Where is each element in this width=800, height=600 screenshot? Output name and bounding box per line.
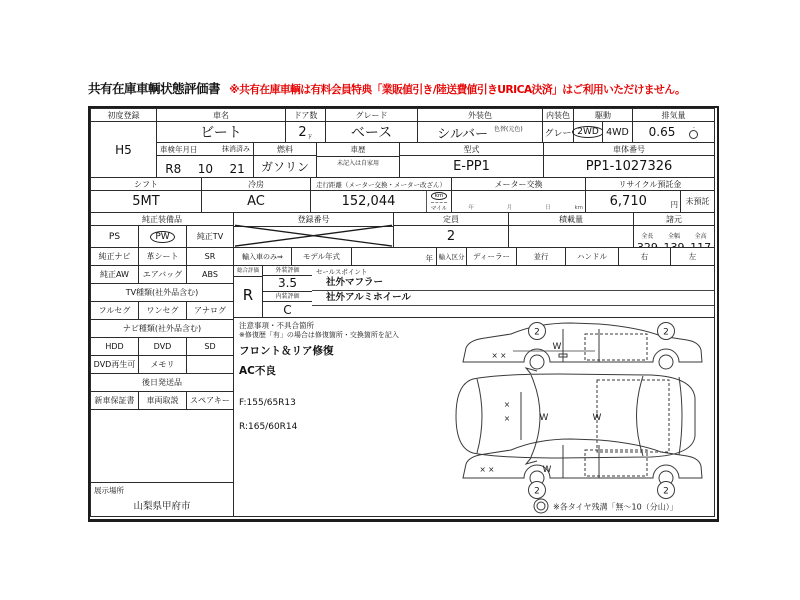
overall-eval-label: 総合評価 <box>234 266 262 277</box>
shift-label: シフト <box>90 177 202 191</box>
drive-4wd: 4WD <box>602 121 633 143</box>
exhibition-location: 山梨県甲府市 <box>133 501 191 512</box>
w-mark-side-bottom: W <box>542 465 552 475</box>
inspection-day: 21 <box>229 162 245 176</box>
doors-count: 2 <box>298 124 307 140</box>
equip-sd: SD <box>186 337 234 356</box>
equip-tv-type-header: TV種類(社外品含む) <box>90 283 234 302</box>
equip-hdd: HDD <box>90 337 139 356</box>
sales-points-cell <box>312 265 715 318</box>
x-mark-topview-2: × <box>503 414 511 423</box>
load-value <box>508 225 634 248</box>
int-color-label: 内装色 <box>542 108 574 122</box>
mileage-unit-km: km <box>431 192 448 200</box>
import-class-label: 輸入区分 <box>436 247 467 266</box>
equip-warranty-book: 新車保証書 <box>90 391 139 410</box>
x-mark-topview-1: × <box>503 400 511 409</box>
equip-oneseg: ワンセグ <box>138 301 187 320</box>
oem-equip-label: 純正装備品 <box>90 212 234 226</box>
import-parallel: 並行 <box>516 247 566 266</box>
spec-label: 諸元 <box>633 212 715 226</box>
import-only-label: 輸入車のみ⇒ <box>233 247 292 266</box>
mileage-number: 152,044 <box>341 194 396 209</box>
mileage-unit-mile: マイル <box>431 202 447 212</box>
chassis-label: 車体番号 <box>543 142 715 156</box>
tread-badge-top-front: 2 <box>534 327 540 338</box>
fuel-value: ガソリン <box>253 155 317 178</box>
reg-no-label: 登録番号 <box>234 213 393 227</box>
equip-airbag: エアバッグ <box>138 265 187 284</box>
equip-fullseg: フルセグ <box>90 301 139 320</box>
equip-oem-aw: 純正AW <box>90 265 139 284</box>
tread-badge-bottom-front: 2 <box>534 486 540 497</box>
displacement-label: 排気量 <box>632 108 715 122</box>
inspection-label: 車検年月日 <box>160 144 198 154</box>
defect-front-rear-repair: フロント＆リア修復 <box>239 345 334 357</box>
inspection-header <box>156 142 254 156</box>
sheet-title <box>88 78 728 97</box>
drive-2wd-circled: 2WD <box>572 126 604 138</box>
ext-color-text: シルバー <box>437 126 489 142</box>
displacement-unit-circle <box>689 130 698 139</box>
equip-leather-seat: 革シート <box>138 247 187 266</box>
mileage-units <box>426 191 451 212</box>
equip-empty <box>186 355 234 374</box>
reg-no-cell <box>233 212 394 248</box>
first-reg-value: H5 <box>90 121 157 178</box>
equip-dvd-play: DVD再生可 <box>90 355 139 374</box>
doors-unit: ド <box>306 133 313 141</box>
exhibition-cell <box>90 482 234 517</box>
oem-pw <box>138 225 187 248</box>
history-label: 車歴 <box>317 143 399 157</box>
displacement-dash: - <box>692 124 695 131</box>
model-code-label: 型式 <box>399 142 544 156</box>
doors-value <box>285 121 326 143</box>
tread-badge-bottom-rear: 2 <box>663 486 669 497</box>
ext-int-eval-cell <box>262 265 313 318</box>
vehicle-form <box>88 106 719 522</box>
exhibition-label: 展示場所 <box>94 486 124 495</box>
grade-value: ベース <box>325 121 418 143</box>
exterior-eval-value: 3.5 <box>277 276 298 290</box>
history-cell <box>316 142 400 178</box>
handle-label: ハンドル <box>565 247 619 266</box>
equip-spare-key: スペアキー <box>186 391 234 410</box>
equip-analog: アナログ <box>186 301 234 320</box>
x-marks-side-bottom: × × <box>479 465 495 474</box>
equip-later-ship-header: 後日発送品 <box>90 373 234 392</box>
tire-size-rear: R:165/60R14 <box>239 422 298 432</box>
model-year-unit: 年 <box>425 254 433 263</box>
notes-area <box>233 317 715 517</box>
sales-point-1: 社外マフラー <box>312 276 714 291</box>
cooling-value: AC <box>201 190 311 213</box>
drive-label: 駆動 <box>573 108 633 122</box>
tire-size-front: F:155/65R13 <box>239 398 296 408</box>
x-marks-side-top: × × <box>491 351 507 360</box>
meter-exchange-day-unit: 日 <box>545 205 551 211</box>
car-name-value: ビート <box>156 121 286 143</box>
mileage-label: 走行距離（メーター交換・メーター改ざん） <box>310 177 452 191</box>
capacity-label: 定員 <box>393 212 509 226</box>
model-year-value <box>351 247 437 266</box>
equip-navi-type-header: ナビ種類(社外品含む) <box>90 319 234 338</box>
w-mark-topview-roof: W <box>592 413 602 423</box>
inspection-era: R8 <box>165 162 182 176</box>
meter-exchange-month-unit: 月 <box>506 205 513 211</box>
car-name-label: 車名 <box>156 108 286 122</box>
model-code-value: E-PP1 <box>399 155 544 178</box>
spec-length-label: 全長 <box>641 233 654 240</box>
cooling-label: 冷房 <box>201 177 311 191</box>
oem-pw-circled: PW <box>150 231 174 243</box>
inspection-value <box>156 155 254 178</box>
int-color-value: グレー <box>542 121 574 143</box>
handle-right: 右 <box>618 247 671 266</box>
inspection-month: 10 <box>197 162 213 176</box>
w-mark-side-top: W <box>552 342 562 352</box>
interior-eval-label: 内装評価 <box>263 291 312 302</box>
sales-point-2: 社外アルミホイール <box>312 291 714 306</box>
equip-sr: SR <box>186 247 234 266</box>
meter-exchange-year-unit: 年 <box>468 205 474 211</box>
chassis-value: PP1-1027326 <box>543 155 715 178</box>
equip-manual: 車両取説 <box>138 391 187 410</box>
sheet-title-notice: ※共有在庫車輌は有料会員特典「業販値引き/陸送費値引きURICA決済」はご利用いただけません。 <box>229 83 686 96</box>
tire-tread-legend: ※各タイヤ残溝「無～10（分山）」 <box>553 502 678 512</box>
recycle-amount: 6,710 <box>609 194 647 209</box>
w-mark-topview-hood: W <box>539 413 549 423</box>
load-label: 積載量 <box>508 212 634 226</box>
recycle-value <box>585 190 715 213</box>
notes-subtitle: ※修復歴「有」の場合は修復箇所・交換箇所を記入 <box>239 331 399 339</box>
equip-abs: ABS <box>186 265 234 284</box>
sales-points-label: セールスポイント <box>316 268 368 276</box>
ext-color-label: 外装色 <box>417 108 543 122</box>
shift-value: 5MT <box>90 190 202 213</box>
meter-exchange-label: メーター交換 <box>451 177 586 191</box>
exterior-eval-label: 外装評価 <box>263 266 312 276</box>
recycle-label: リサイクル預託金 <box>585 177 715 191</box>
recycle-unit: 円 <box>670 200 678 209</box>
doors-label: ドア数 <box>285 108 326 122</box>
handle-left: 左 <box>670 247 715 266</box>
interior-eval-value: C <box>283 303 292 317</box>
first-reg-label: 初度登録 <box>90 108 157 122</box>
ext-color-note: 色替(元色) <box>494 125 523 133</box>
displacement-number: 0.65 <box>648 125 676 139</box>
overall-eval-value: R <box>242 286 254 304</box>
reg-no-cross-mark <box>234 213 393 247</box>
overall-eval-cell <box>233 265 263 318</box>
fuel-label: 燃料 <box>253 142 317 156</box>
equip-dvd: DVD <box>138 337 187 356</box>
meter-exchange-value <box>451 190 586 213</box>
grade-label: グレード <box>325 108 418 122</box>
model-year-label: モデル年式 <box>291 247 352 266</box>
left-empty-box <box>90 409 234 483</box>
spec-width-label: 全幅 <box>668 233 681 240</box>
defect-ac: AC不良 <box>239 365 276 377</box>
ext-color-value <box>417 121 543 143</box>
capacity-value: 2 <box>393 225 509 248</box>
import-dealer: ディーラー <box>466 247 517 266</box>
oem-tv: 純正TV <box>186 225 234 248</box>
history-note: 未記入は自家用 <box>336 160 379 167</box>
equip-memory: メモリ <box>138 355 187 374</box>
inspection-note: 抹消済み <box>222 145 250 153</box>
mileage-value <box>310 190 452 213</box>
equip-oem-navi: 純正ナビ <box>90 247 139 266</box>
drive-2wd <box>573 121 603 143</box>
spec-values <box>633 225 715 248</box>
notes-title: 注意事項・不具合箇所 <box>239 321 314 330</box>
tread-badge-top-rear: 2 <box>663 327 669 338</box>
sheet-title-main: 共有在庫車輌状態評価書 <box>88 81 221 96</box>
spec-height-label: 全高 <box>694 233 707 240</box>
displacement-value <box>632 121 715 143</box>
car-damage-diagram <box>447 318 714 516</box>
recycle-status: 未預託 <box>680 191 714 212</box>
oem-ps: PS <box>90 225 139 248</box>
meter-exchange-km-unit: km <box>574 205 583 211</box>
